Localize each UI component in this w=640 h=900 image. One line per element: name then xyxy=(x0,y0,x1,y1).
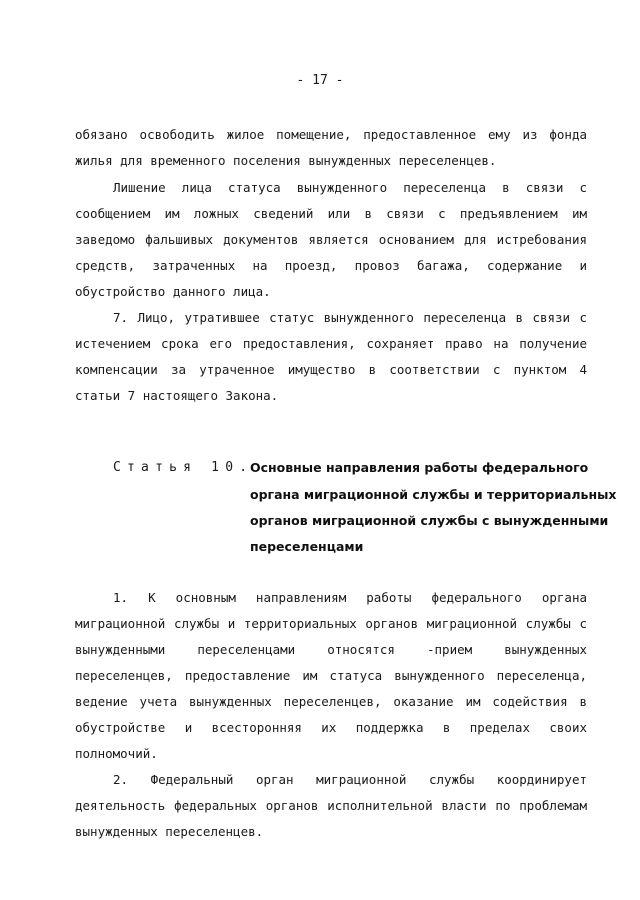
text-line: вынужденных переселенцев. xyxy=(75,824,264,839)
text-line: компенсации за утраченное имущество в соответствии с пунктом 4 xyxy=(75,362,587,377)
article-title-line: органа миграционной службы и территориальных xyxy=(250,487,617,502)
text-line: 2. Федеральный орган миграционной службы координирует xyxy=(113,772,587,787)
text-line: обустройство данного лица. xyxy=(75,284,271,299)
text-line: миграционной службы и территориальных органов миграционной службы с xyxy=(75,616,587,631)
text-line: жилья для временного поселения вынужденных переселенцев. xyxy=(75,153,497,168)
text-line: деятельность федеральных органов исполнительной власти по проблемам xyxy=(75,798,587,813)
text-line: Лишение лица статуса вынужденного переселенца в связи с xyxy=(113,180,587,195)
text-line: истечением срока его предоставления, сохраняет право на получение xyxy=(75,336,587,351)
text-line: обустройстве и всесторонняя их поддержка в пределах своих xyxy=(75,720,587,735)
text-line: вынужденными переселенцами относятся -прием вынужденных xyxy=(75,642,587,657)
article-label: Статья 10. xyxy=(113,460,254,475)
text-line: заведомо фальшивых документов является основанием для истребования xyxy=(75,232,587,247)
text-line: полномочий. xyxy=(75,746,158,761)
text-line: переселенцев, предоставление им статуса вынужденного переселенца, xyxy=(75,668,587,683)
text-line: средств, затраченных на проезд, провоз багажа, содержание и xyxy=(75,258,587,273)
text-line: ведение учета вынужденных переселенцев, оказание им содействия в xyxy=(75,694,587,709)
article-title-line: переселенцами xyxy=(250,539,364,554)
page-number: - 17 - xyxy=(296,73,344,88)
text-line: 1. К основным направлениям работы федерального органа xyxy=(113,590,587,605)
text-line: 7. Лицо, утратившее статус вынужденного переселенца в связи с xyxy=(113,310,587,325)
article-title-line: органов миграционной службы с вынужденными xyxy=(250,513,609,528)
text-line: обязано освободить жилое помещение, предоставленное ему из фонда xyxy=(75,127,587,142)
text-line: статьи 7 настоящего Закона. xyxy=(75,388,279,403)
text-line: сообщением им ложных сведений или в связи с предъявлением им xyxy=(75,206,587,221)
article-title-line: Основные направления работы федерального xyxy=(250,460,589,475)
